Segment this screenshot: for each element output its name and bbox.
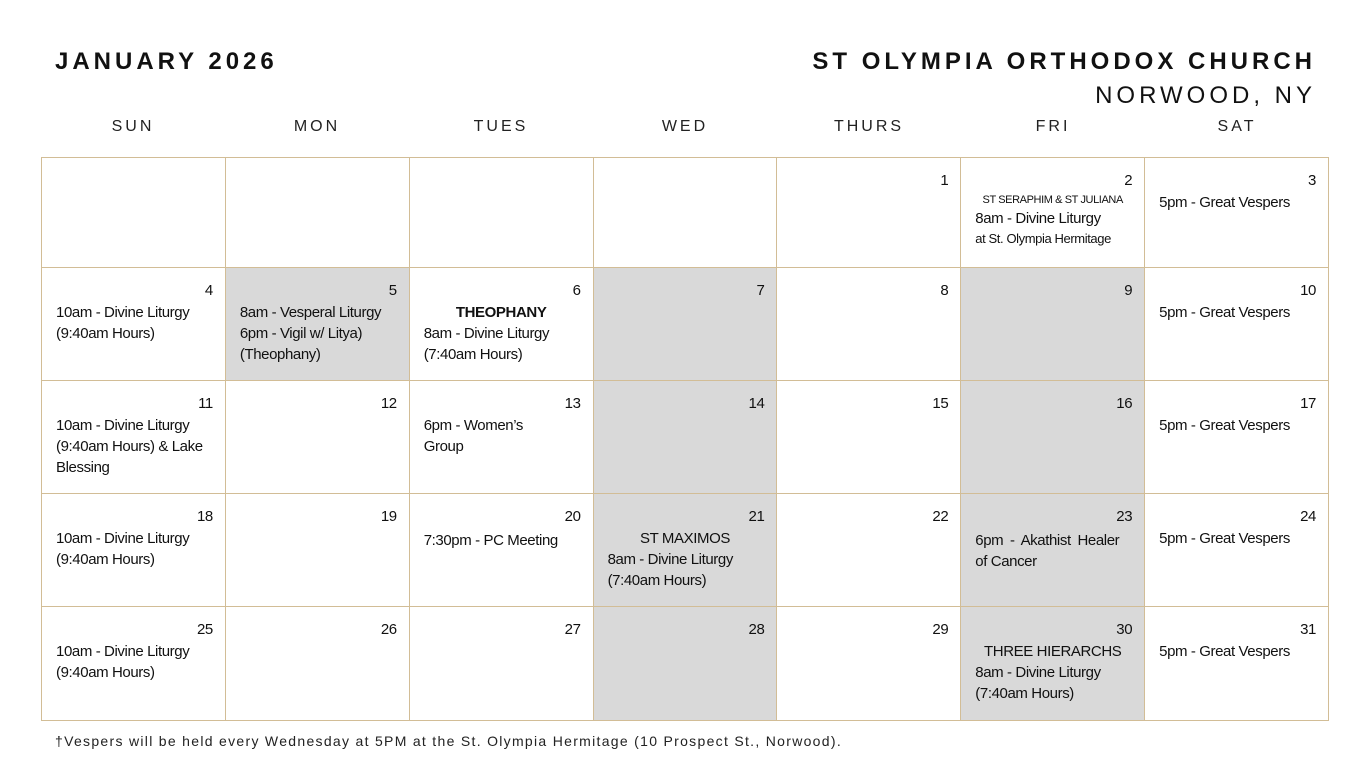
day-number: 8 [940,282,949,299]
day-number: 6 [572,282,581,299]
event-line: 10am - Divine Liturgy [56,417,190,434]
day-cell [410,381,594,494]
day-number: 2 [1124,172,1133,189]
day-cell [777,607,961,721]
day-number: 14 [748,395,765,412]
day-number [56,172,213,190]
event-line: at St. Olympia Hermitage [975,231,1111,246]
day-number [424,172,581,190]
day-cell [777,494,961,607]
event-line: 8am - Vesperal Liturgy [239,304,382,321]
day-cell [1145,381,1329,494]
calendar-grid [41,157,1329,721]
church-location: NORWOOD, NY [1095,82,1316,109]
empty-day-cell [42,158,226,268]
event-line: 7:30pm - PC Meeting [423,532,558,549]
day-number: 11 [198,395,213,412]
event-line: 8am - Divine Liturgy [423,325,550,342]
day-cell [961,607,1145,721]
event-line: 8am - Divine Liturgy [975,664,1101,681]
day-number: 15 [932,395,949,412]
day-cell [594,494,778,607]
day-number: 28 [748,621,765,638]
day-number: 23 [1116,508,1133,525]
event-line: (7:40am Hours) [607,572,707,589]
weekday-wed: WED [661,118,709,135]
day-cell [42,381,226,494]
day-cell [226,607,410,721]
day-cell [1145,158,1329,268]
weekday-sun: SUN [111,118,155,135]
day-number: 16 [1116,395,1133,412]
day-cell [42,268,226,381]
day-cell [42,494,226,607]
weekday-fri: FRI [1035,118,1071,135]
day-cell [226,381,410,494]
weekday-tues: TUES [473,118,529,135]
footnote: †Vespers will be held every Wednesday at 5PM at the St. Olympia Hermitage (10 Prospect St., Norwood). [55,733,843,749]
event-line: (9:40am Hours) [56,325,155,342]
day-cell [1145,607,1329,721]
day-cell [961,494,1145,607]
event-line: 8am - Divine Liturgy [607,551,733,568]
event-line: 6pm - Women’s [423,417,523,434]
day-cell [594,268,778,381]
day-number: 25 [196,621,213,638]
empty-day-cell [594,158,778,268]
day-number [608,172,765,190]
day-number: 18 [196,508,213,525]
day-number: 19 [380,508,397,525]
event-line: 10am - Divine Liturgy [56,304,190,321]
event-line: (9:40am Hours) [56,551,155,568]
event-line: (7:40am Hours) [423,346,523,363]
day-number: 13 [564,395,581,412]
day-cell [1145,268,1329,381]
empty-day-cell [410,158,594,268]
day-cell [777,268,961,381]
event-line: (9:40am Hours) & Lake [56,438,203,455]
day-number: 17 [1300,395,1316,412]
weekday-sat: SAT [1217,118,1257,135]
event-line: 6pm - Akathist Healer [975,532,1120,549]
weekday-mon: MON [293,118,341,135]
event-line: 5pm - Great Vespers [1159,304,1290,321]
day-cell [961,158,1145,268]
day-number: 5 [388,282,397,299]
day-number: 4 [204,282,213,299]
feast-title: ST MAXIMOS [640,530,730,547]
day-cell [594,381,778,494]
day-number: 7 [756,282,765,299]
day-cell [777,381,961,494]
day-number: 3 [1308,172,1316,189]
event-line: (7:40am Hours) [975,685,1074,702]
event-line: 5pm - Great Vespers [1159,530,1290,547]
day-cell [410,268,594,381]
day-number: 22 [932,508,949,525]
event-line: (9:40am Hours) [56,664,155,681]
day-number [240,172,397,190]
day-cell [961,268,1145,381]
event-line: 5pm - Great Vespers [1159,643,1290,660]
day-number: 21 [748,508,765,525]
event-line: 6pm - Vigil w/ Litya) [239,325,363,342]
day-number: 30 [1116,621,1133,638]
day-number: 10 [1300,282,1316,299]
day-number: 20 [564,508,581,525]
day-cell [1145,494,1329,607]
day-number: 29 [932,621,949,638]
day-number: 9 [1124,282,1133,299]
event-line: Group [423,438,464,455]
day-cell [410,607,594,721]
day-number: 1 [940,172,949,189]
day-cell [226,268,410,381]
event-line: 8am - Divine Liturgy [975,210,1101,227]
feast-title: THREE HIERARCHS [984,643,1122,660]
day-number: 12 [380,395,397,412]
day-number: 24 [1300,508,1316,525]
event-line: of Cancer [975,553,1037,570]
day-cell [961,381,1145,494]
event-line: 5pm - Great Vespers [1159,417,1290,434]
day-cell [410,494,594,607]
day-cell [594,607,778,721]
event-line: 10am - Divine Liturgy [56,530,190,547]
event-line: 5pm - Great Vespers [1159,194,1290,211]
event-line: (Theophany) [239,346,321,363]
day-number: 27 [564,621,581,638]
event-line: Blessing [56,459,110,476]
event-line: 10am - Divine Liturgy [56,643,190,660]
day-cell [777,158,961,268]
event-line: ST SERAPHIM & ST JULIANA [982,194,1123,206]
weekday-header-row [41,118,1329,136]
empty-day-cell [226,158,410,268]
feast-title: THEOPHANY [455,304,547,321]
weekday-thurs: THURS [833,118,905,135]
month-title: JANUARY 2026 [55,48,278,75]
day-number: 26 [380,621,397,638]
church-name: ST OLYMPIA ORTHODOX CHURCH [812,48,1316,75]
day-cell [42,607,226,721]
day-cell [226,494,410,607]
day-number: 31 [1300,621,1316,638]
